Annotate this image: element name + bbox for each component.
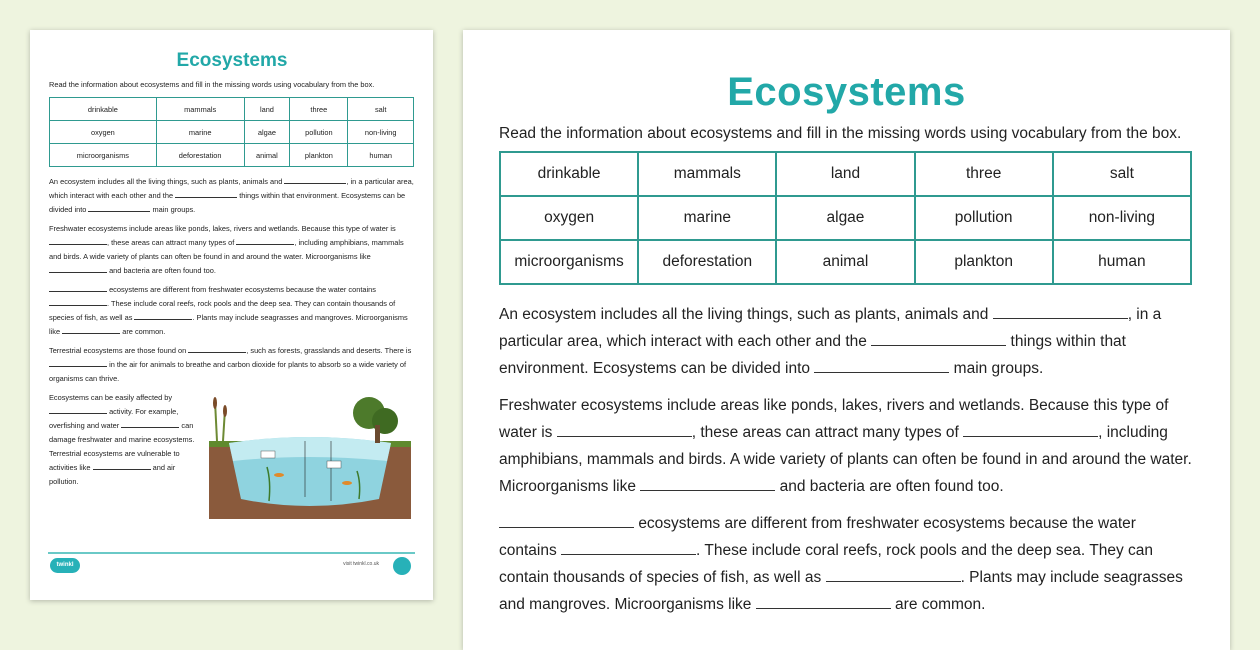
blank-line[interactable] [121,420,179,428]
vocab-cell: pollution [915,196,1053,240]
vocab-cell: drinkable [500,152,638,196]
vocab-cell: non-living [348,121,414,144]
vocabulary-table [49,97,414,167]
page-title: Ecosystems [176,50,288,71]
blank-line[interactable] [188,345,246,353]
vocab-cell: deforestation [156,144,244,167]
footer [48,552,415,576]
vocab-cell: land [244,98,290,121]
vocab-cell: salt [1053,152,1191,196]
blank-line[interactable] [134,312,192,320]
vocab-cell: oxygen [50,121,157,144]
table-row [500,196,1191,240]
lower-section [49,391,415,519]
vocab-cell: salt [348,98,414,121]
table-row [50,98,414,121]
blank-line[interactable] [49,265,107,273]
blank-line[interactable] [49,237,107,245]
vocab-cell: drinkable [50,98,157,121]
blank-line[interactable] [557,424,692,437]
vocab-cell: microorganisms [500,240,638,284]
vocab-cell: deforestation [638,240,776,284]
instructions: Read the information about ecosystems and fill in the missing words using vocabulary from the box. [49,80,375,89]
vocab-cell: animal [244,144,290,167]
vocab-cell: marine [156,121,244,144]
paragraph-terrestrial: Terrestrial ecosystems are those found on , such as forests, grasslands and deserts. There is in the air for animals to breathe and carbon dioxide for plants to absorb so a wide variety of organisms can thrive. [49,346,412,383]
vocab-cell: algae [776,196,914,240]
vocab-cell: human [1053,240,1191,284]
vocab-cell: three [290,98,348,121]
vocab-cell: algae [244,121,290,144]
blank-line[interactable] [49,284,107,292]
blank-line[interactable] [814,360,949,373]
blank-line[interactable] [284,176,346,184]
pond-ecosystem-illustration [209,391,411,519]
vocab-cell: non-living [1053,196,1191,240]
footer-url: visit twinkl.co.uk [343,561,379,567]
blank-line[interactable] [236,237,294,245]
blank-line[interactable] [93,462,151,470]
vocab-cell: plankton [290,144,348,167]
vocab-cell: pollution [290,121,348,144]
blank-line[interactable] [62,326,120,334]
blank-line[interactable] [88,204,150,212]
blank-line[interactable] [640,478,775,491]
table-row [500,240,1191,284]
paragraph-marine: ecosystems are different from freshwater ecosystems because the water contains . These include coral reefs, rock pools and the deep sea. They can contain thousands of species of fish, as well as . Plants may include seagrasses and mangroves. Microorganisms like are common. [49,285,408,336]
vocabulary-table [499,151,1192,285]
instructions: Read the information about ecosystems and fill in the missing words using vocabulary from the box. [499,125,1182,142]
blank-line[interactable] [963,424,1098,437]
thumbnail-page [30,30,433,600]
table-row [500,152,1191,196]
vocab-cell: land [776,152,914,196]
blank-line[interactable] [993,306,1128,319]
vocab-cell: plankton [915,240,1053,284]
paragraph-intro: An ecosystem includes all the living things, such as plants, animals and , in a particular area, which interact with each other and the things within that environment. Ecosystems can be divided into main groups. [499,306,1162,377]
paragraph-freshwater: Freshwater ecosystems include areas like ponds, lakes, rivers and wetlands. Because this type of water is , these areas can attract many types of , including amphibians, mammals and birds. A wide variety of plants can often be found in and around the water. Microorganisms like and bacteria are often found too. [499,397,1192,495]
paragraph-intro: An ecosystem includes all the living things, such as plants, animals and , in a particular area, which interact with each other and the things within that environment. Ecosystems can be divided into main groups. [49,177,414,214]
blank-line[interactable] [49,298,107,306]
paragraph-freshwater: Freshwater ecosystems include areas like ponds, lakes, rivers and wetlands. Because this type of water is , these areas can attract many types of , including amphibians, mammals and birds. A wide variety of plants can often be found in and around the water. Microorganisms like and bacteria are often found too. [49,224,404,275]
vocab-cell: human [348,144,414,167]
twinkl-logo: twinkl [50,558,80,573]
blank-line[interactable] [826,569,961,582]
page-title: Ecosystems [727,70,966,114]
badge-icon [393,557,411,575]
blank-line[interactable] [49,359,107,367]
blank-line[interactable] [49,406,107,414]
vocab-cell: microorganisms [50,144,157,167]
vocab-cell: oxygen [500,196,638,240]
vocab-cell: marine [638,196,776,240]
vocab-cell: mammals [638,152,776,196]
vocab-cell: animal [776,240,914,284]
paragraph-human-impact: Ecosystems can be easily affected by activity. For example, overfishing and water can damage freshwater and marine ecosystems. Terrestrial ecosystems are vulnerable to activities like and air pollution. [49,393,195,486]
vocab-cell: mammals [156,98,244,121]
vocab-cell: three [915,152,1053,196]
blank-line[interactable] [756,596,891,609]
table-row [50,144,414,167]
main-page [463,30,1230,650]
blank-line[interactable] [871,333,1006,346]
blank-line[interactable] [561,542,696,555]
table-row [50,121,414,144]
paragraph-marine: ecosystems are different from freshwater ecosystems because the water contains . These include coral reefs, rock pools and the deep sea. They can contain thousands of species of fish, as well as . Plants may include seagrasses and mangroves. Microorganisms like are common. [499,515,1183,613]
blank-line[interactable] [499,515,634,528]
blank-line[interactable] [175,190,237,198]
